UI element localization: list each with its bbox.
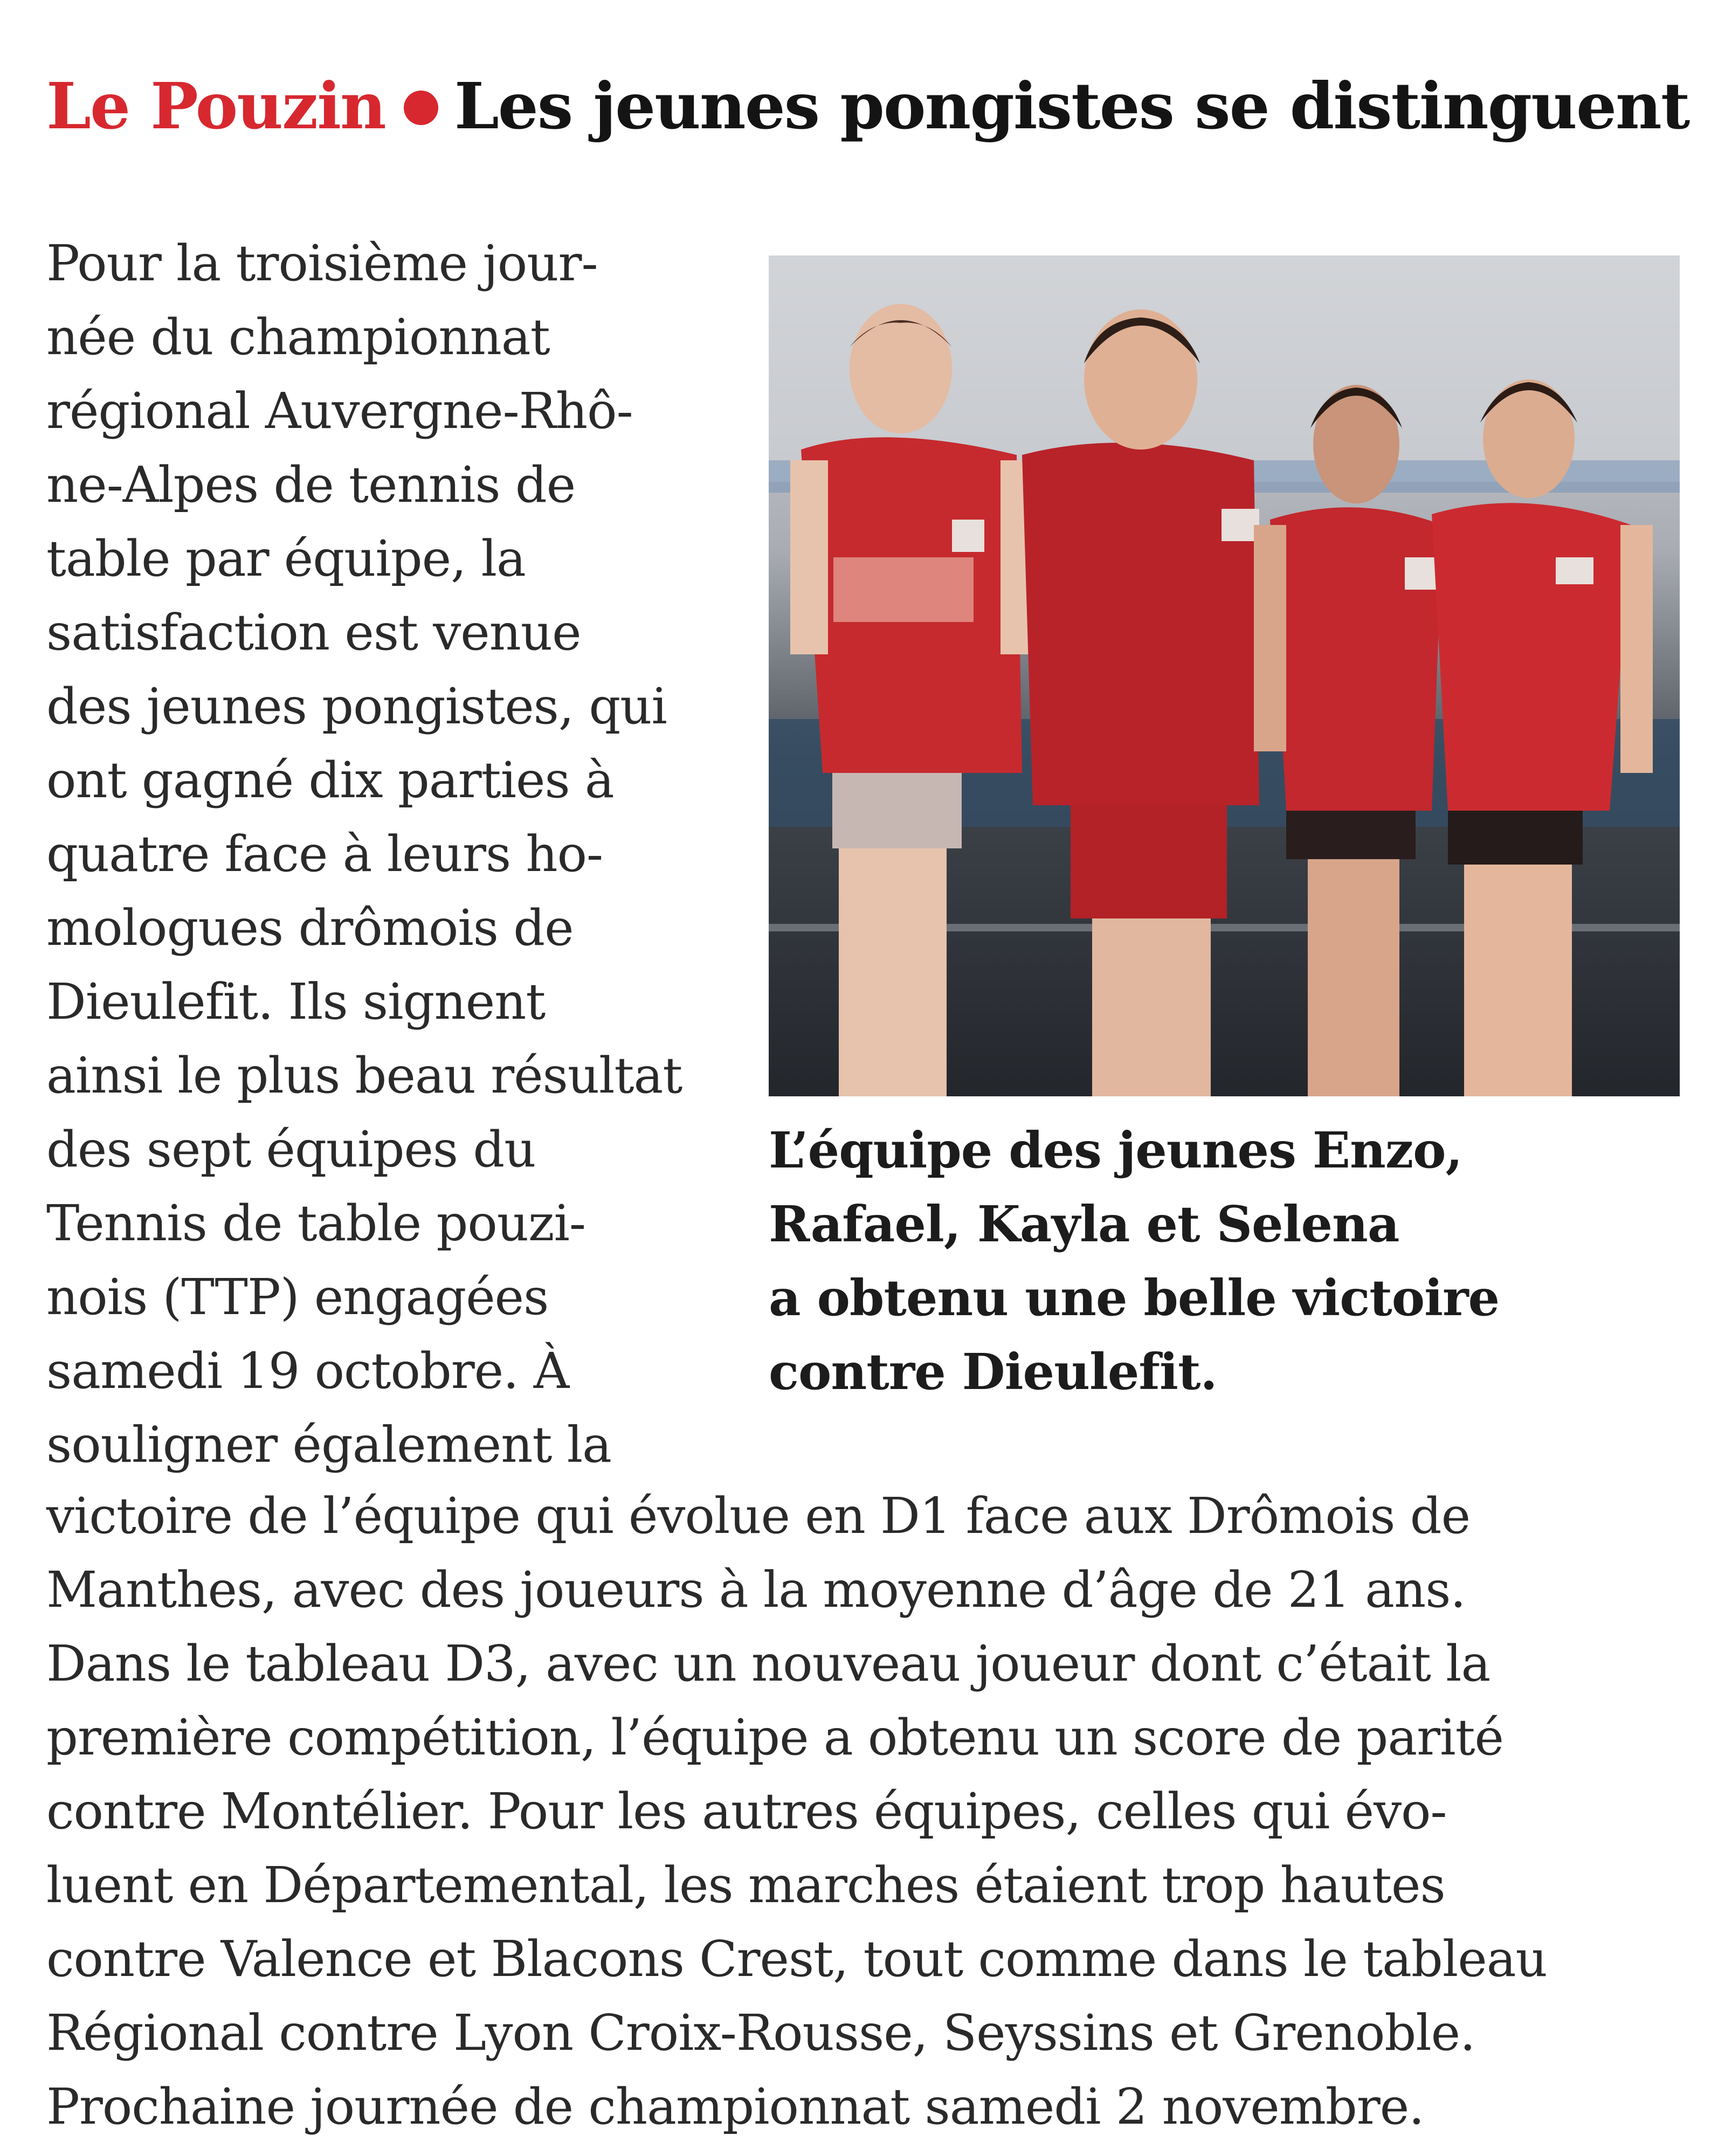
body-line: Régional contre Lyon Croix-Rousse, Seyssins et Grenoble. bbox=[46, 2004, 1475, 2062]
body-line: souligner également la bbox=[46, 1416, 611, 1474]
caption-line: L’équipe des jeunes Enzo, bbox=[769, 1121, 1462, 1179]
caption-line: a obtenu une belle victoire bbox=[769, 1269, 1500, 1327]
article-title: Les jeunes pongistes se distinguent bbox=[454, 68, 1689, 143]
body-line: ont gagné dix parties à bbox=[46, 751, 614, 809]
body-line: première compétition, l’équipe a obtenu un score de parité bbox=[46, 1709, 1503, 1766]
locality-label: Le Pouzin bbox=[46, 68, 385, 143]
caption-line: Rafael, Kayla et Selena bbox=[769, 1195, 1399, 1253]
body-line: Dieulefit. Ils signent bbox=[46, 973, 546, 1031]
article-headline bbox=[46, 60, 1689, 152]
team-photo bbox=[769, 255, 1680, 1096]
article-body-column bbox=[46, 226, 747, 1482]
body-line: samedi 19 octobre. À bbox=[46, 1342, 569, 1400]
body-line: Prochaine journée de championnat samedi 2 novembre. bbox=[46, 2078, 1424, 2136]
body-line: régional Auvergne-Rhô- bbox=[46, 382, 633, 440]
body-line: Pour la troisième jour- bbox=[46, 234, 598, 292]
body-line: table par équipe, la bbox=[46, 530, 526, 588]
body-line: victoire de l’équipe qui évolue en D1 face aux Drômois de bbox=[46, 1487, 1471, 1545]
body-line: contre Valence et Blacons Crest, tout comme dans le tableau bbox=[46, 1930, 1547, 1988]
body-line: ne-Alpes de tennis de bbox=[46, 456, 576, 514]
body-line: contre Montélier. Pour les autres équipes, celles qui évo- bbox=[46, 1782, 1447, 1840]
body-line: des jeunes pongistes, qui bbox=[46, 678, 667, 735]
body-line: quatre face à leurs ho- bbox=[46, 825, 603, 883]
body-line: nois (TTP) engagées bbox=[46, 1268, 549, 1326]
body-line: née du championnat bbox=[46, 308, 550, 366]
caption-line: contre Dieulefit. bbox=[769, 1343, 1217, 1401]
body-line: luent en Départemental, les marches étaient trop hautes bbox=[46, 1856, 1445, 1914]
body-line: Dans le tableau D3, avec un nouveau joueur dont c’était la bbox=[46, 1635, 1491, 1692]
body-line: ainsi le plus beau résultat bbox=[46, 1047, 682, 1104]
body-line: des sept équipes du bbox=[46, 1121, 536, 1178]
body-line: satisfaction est venue bbox=[46, 604, 581, 661]
article-body-full bbox=[46, 1479, 1696, 2144]
bullet-dot-icon bbox=[404, 91, 438, 125]
team-photo-image bbox=[769, 255, 1680, 1096]
body-line: mologues drômois de bbox=[46, 899, 574, 957]
body-line: Tennis de table pouzi- bbox=[46, 1194, 585, 1252]
photo-caption bbox=[769, 1114, 1685, 1409]
body-line: Manthes, avec des joueurs à la moyenne d’âge de 21 ans. bbox=[46, 1561, 1466, 1619]
